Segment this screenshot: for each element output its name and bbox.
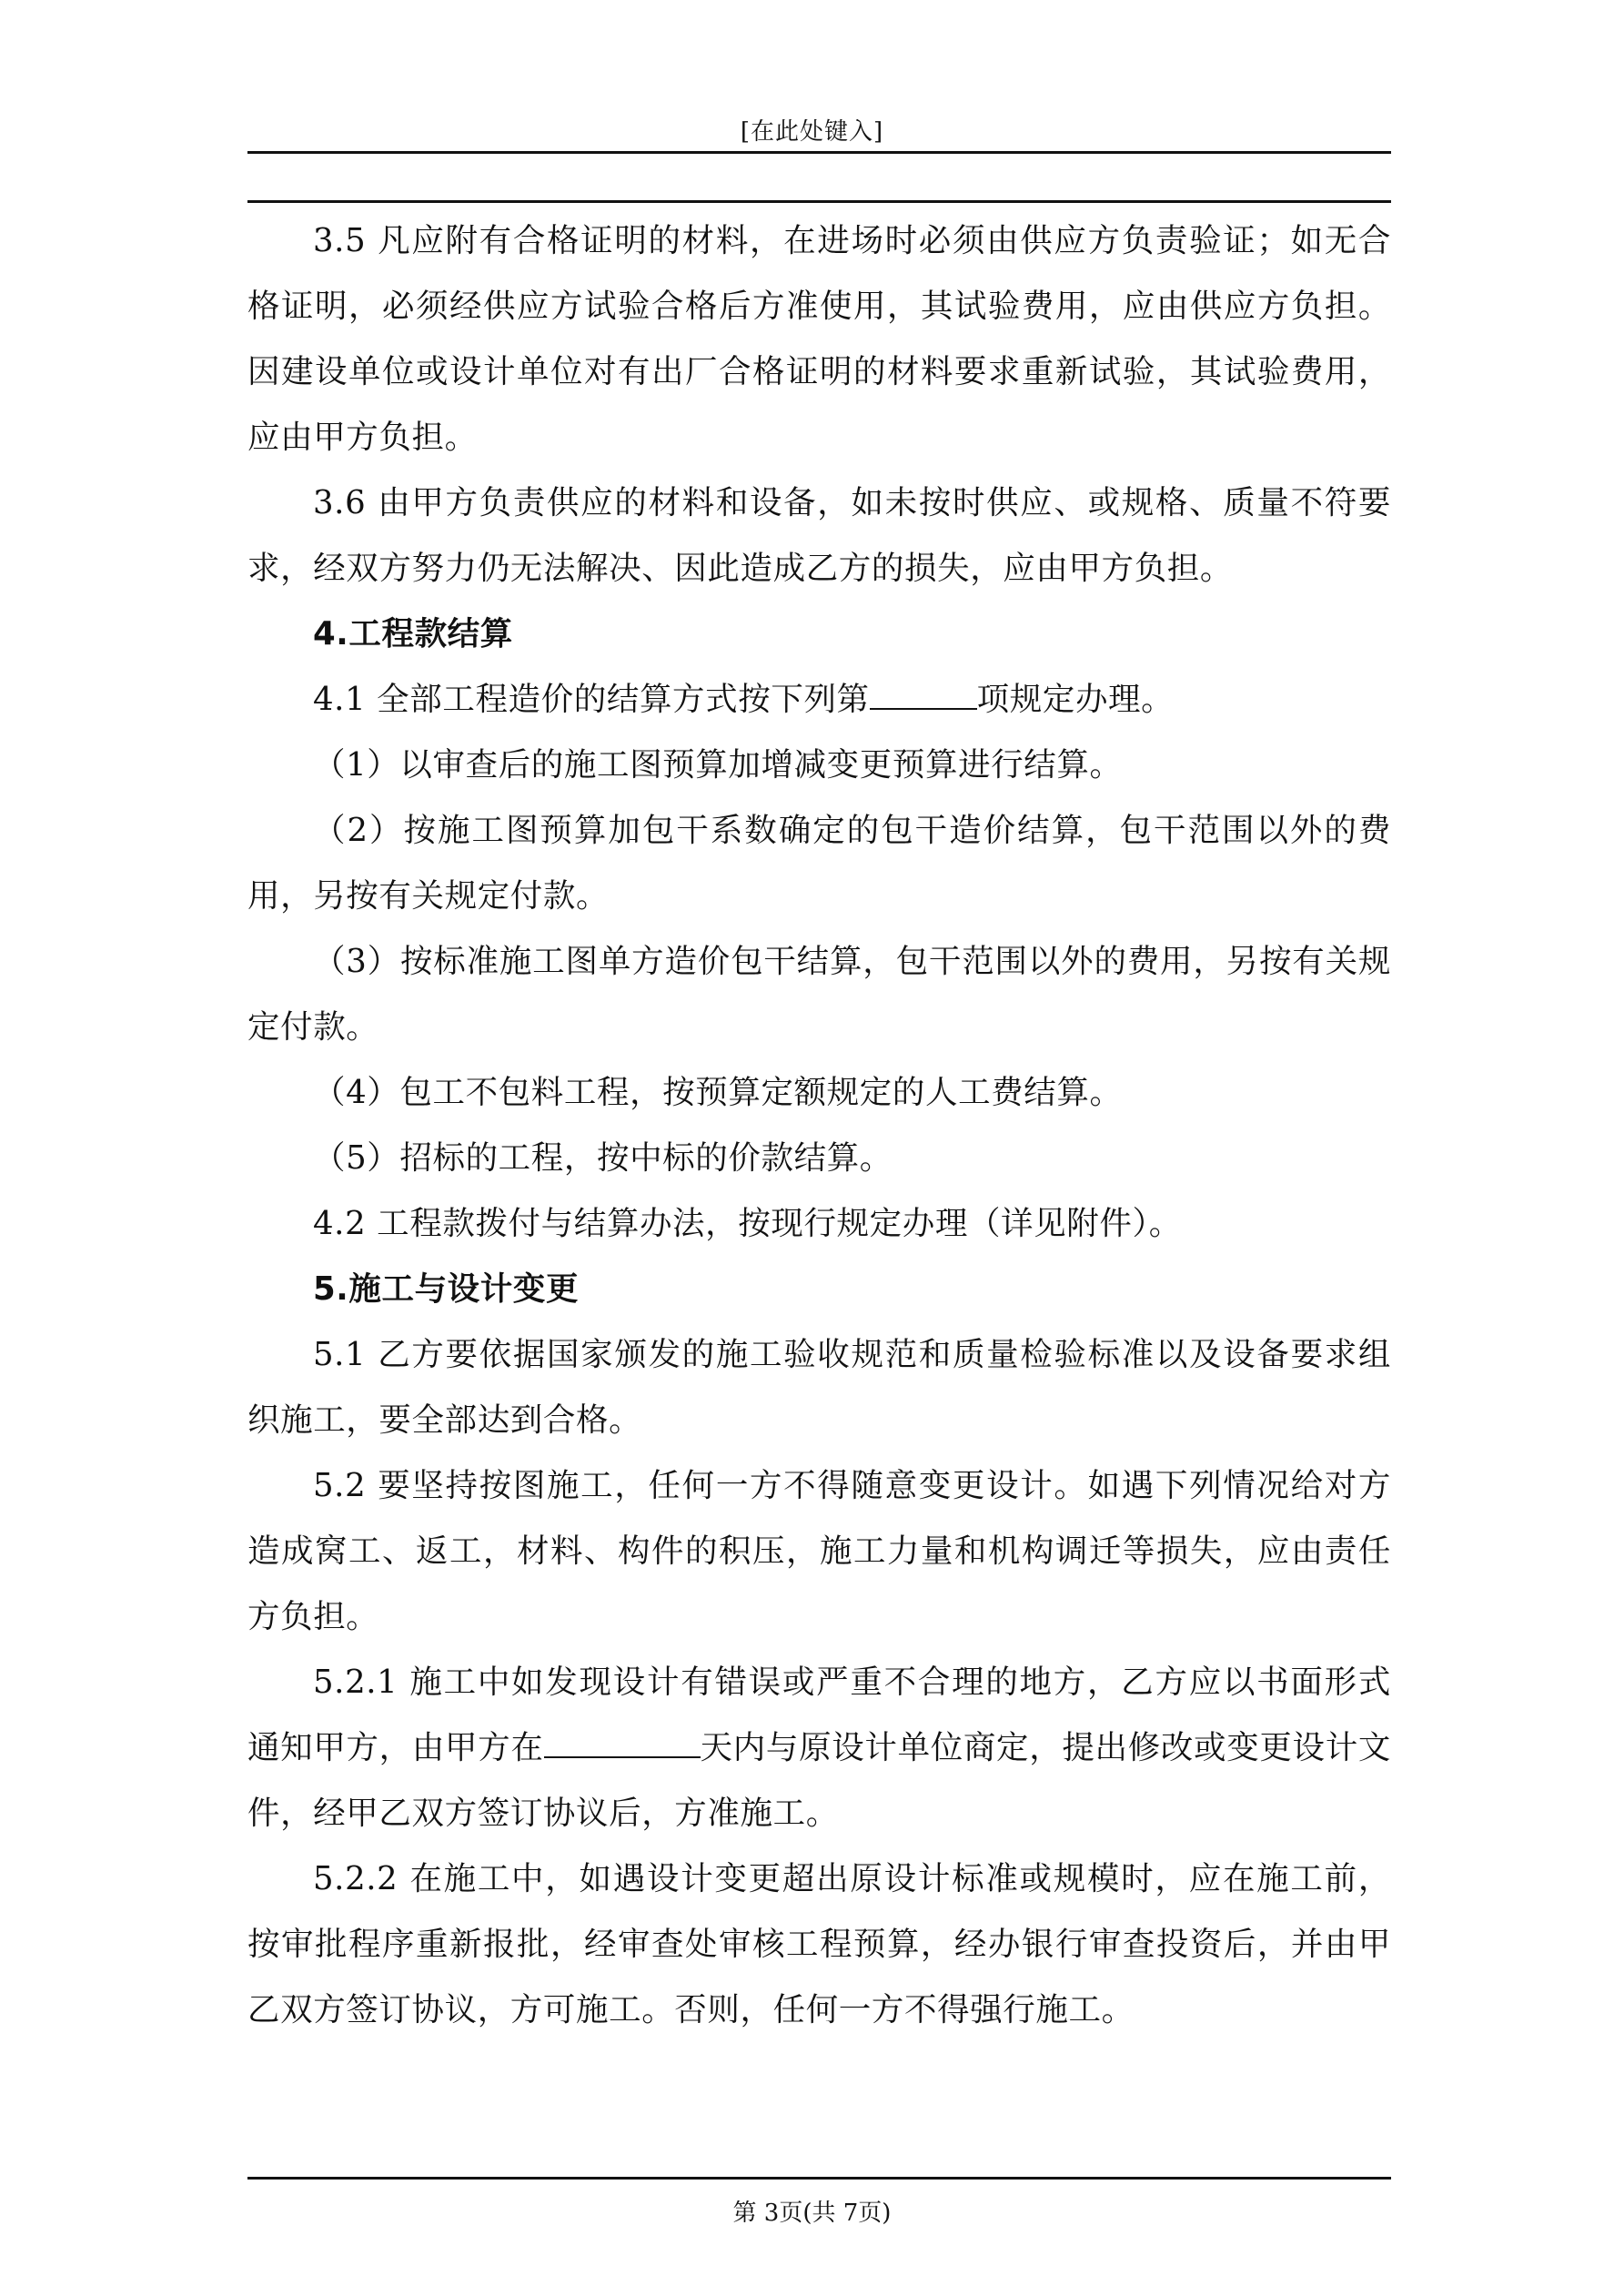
option-2: （2）按施工图预算加包干系数确定的包干造价结算，包干范围以外的费用，另按有关规定付款。	[247, 812, 1391, 915]
clause-3-5: 3.5 凡应附有合格证明的材料，在进场时必须由供应方负责验证；如无合格证明，必须经供应方试验合格后方准使用，其试验费用，应由供应方负担。因建设单位或设计单位对有出厂合格证明的材料要求重新试验，其试验费用，应由甲方负担。	[247, 222, 1391, 456]
clause-5-2-1-text-before: 5.2.1 施工中如发现设计有错误或严重不合理的地方，乙方应以书面形式通知甲方，由甲方在	[247, 1664, 1391, 1766]
content-top-rule	[247, 200, 1391, 203]
clause-5-1: 5.1 乙方要依据国家颁发的施工验收规范和质量检验标准以及设备要求组织施工，要全部达到合格。	[247, 1336, 1391, 1439]
page-header: [在此处键入]	[740, 118, 884, 146]
document-body	[247, 208, 1391, 2043]
option-4: （4）包工不包料工程，按预算定额规定的人工费结算。	[313, 1074, 1123, 1111]
clause-4-1-text-before: 4.1 全部工程造价的结算方式按下列第	[313, 681, 870, 718]
clause-4-2: 4.2 工程款拨付与结算办法，按现行规定办理（详见附件）。	[313, 1205, 1182, 1242]
clause-3-6: 3.6 由甲方负责供应的材料和设备，如未按时供应、或规格、质量不符要求，经双方努力仍无法解决、因此造成乙方的损失，应由甲方负担。	[247, 484, 1391, 587]
fill-in-blank-days	[544, 1724, 701, 1758]
section-heading-4: 4.工程款结算	[313, 615, 513, 652]
clause-4-1-text-after: 项规定办理。	[976, 681, 1175, 718]
clause-4-1	[247, 667, 1391, 733]
clause-5-2-2: 5.2.2 在施工中，如遇设计变更超出原设计标准或规模时，应在施工前，按审批程序重新报批，经审查处审核工程预算，经办银行审查投资后，并由甲乙双方签订协议，方可施工。否则，任何一方不得强行施工。	[247, 1860, 1391, 2028]
section-heading-5: 5.施工与设计变更	[313, 1270, 580, 1308]
option-3: （3）按标准施工图单方造价包干结算，包干范围以外的费用，另按有关规定付款。	[247, 943, 1391, 1046]
option-5: （5）招标的工程，按中标的价款结算。	[313, 1139, 893, 1177]
fill-in-blank-item-number	[870, 675, 977, 710]
clause-5-2: 5.2 要坚持按图施工，任何一方不得随意变更设计。如遇下列情况给对方造成窝工、返工，材料、构件的积压，施工力量和机构调迁等损失，应由责任方负担。	[247, 1467, 1391, 1635]
clause-5-2-1-text-after: 天内与原设计单位商定，提出修改或变更设计文件，经甲乙双方签订协议后，方准施工。	[247, 1729, 1391, 1832]
page-footer: 第 3页(共 7页)	[732, 2200, 892, 2227]
footer-rule	[247, 2177, 1391, 2180]
header-rule	[247, 151, 1391, 154]
clause-5-2-1	[247, 1650, 1391, 1846]
option-1: （1）以审查后的施工图预算加增减变更预算进行结算。	[313, 746, 1123, 784]
